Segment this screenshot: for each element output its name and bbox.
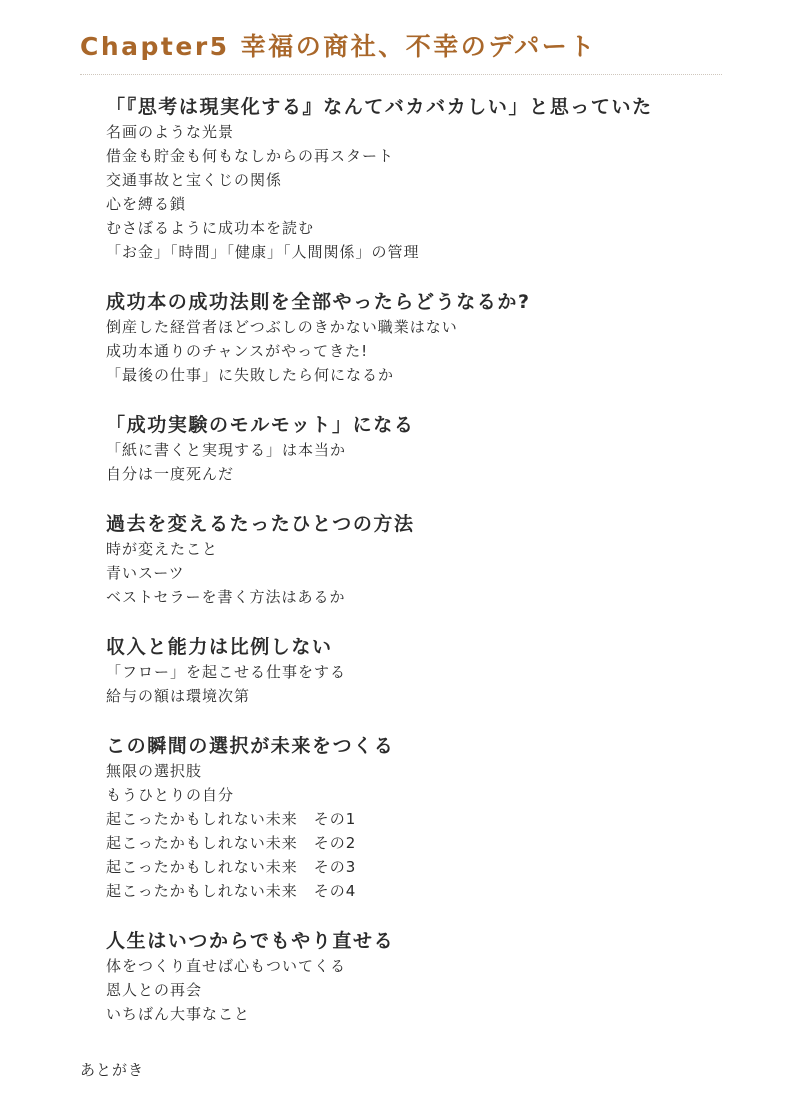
- toc-item[interactable]: 借金も貯金も何もなしからの再スタート: [106, 147, 395, 165]
- toc-item[interactable]: もうひとりの自分: [106, 786, 235, 804]
- section-heading[interactable]: 収入と能力は比例しない: [106, 636, 333, 658]
- toc-item[interactable]: 「お金」「時間」「健康」「人間関係」の管理: [106, 243, 420, 261]
- toc-section: [106, 289, 746, 387]
- toc-item[interactable]: 成功本通りのチャンスがやってきた!: [106, 342, 369, 360]
- section-heading[interactable]: 過去を変えるたったひとつの方法: [106, 513, 415, 535]
- section-heading[interactable]: 「成功実験のモルモット」になる: [106, 414, 415, 436]
- toc-item[interactable]: 「最後の仕事」に失敗したら何になるか: [106, 366, 395, 384]
- section-item-list: [106, 759, 746, 903]
- toc-item[interactable]: 倒産した経営者ほどつぶしのきかない職業はない: [106, 318, 458, 336]
- section-heading[interactable]: 成功本の成功法則を全部やったらどうなるか?: [106, 291, 531, 313]
- section-item-list: [106, 660, 746, 708]
- section-item-list: [106, 315, 746, 387]
- toc-item[interactable]: 時が変えたこと: [106, 540, 219, 558]
- afterword-entry[interactable]: あとがき: [80, 1061, 145, 1079]
- toc-item[interactable]: 体をつくり直せば心もついてくる: [106, 957, 347, 975]
- toc-section: [106, 94, 746, 264]
- toc-item[interactable]: 起こったかもしれない未来 その3: [106, 858, 357, 876]
- toc-item[interactable]: 交通事故と宝くじの関係: [106, 171, 283, 189]
- toc-item[interactable]: 恩人との再会: [106, 981, 203, 999]
- toc-item[interactable]: 心を縛る鎖: [106, 195, 187, 213]
- section-heading[interactable]: 人生はいつからでもやり直せる: [106, 930, 395, 952]
- toc-item[interactable]: 自分は一度死んだ: [106, 465, 235, 483]
- toc-item[interactable]: 「フロー」を起こせる仕事をする: [106, 663, 347, 681]
- toc-item[interactable]: 名画のような光景: [106, 123, 235, 141]
- toc-item[interactable]: 青いスーツ: [106, 564, 185, 582]
- section-item-list: [106, 120, 746, 264]
- table-of-contents: [106, 94, 746, 1051]
- toc-item[interactable]: 無限の選択肢: [106, 762, 203, 780]
- section-item-list: [106, 537, 746, 609]
- toc-item[interactable]: むさぼるように成功本を読む: [106, 219, 315, 237]
- toc-section: [106, 412, 746, 486]
- toc-item[interactable]: いちばん大事なこと: [106, 1005, 251, 1023]
- toc-item[interactable]: 起こったかもしれない未来 その2: [106, 834, 357, 852]
- section-item-list: [106, 438, 746, 486]
- toc-item[interactable]: 給与の額は環境次第: [106, 687, 251, 705]
- section-heading[interactable]: この瞬間の選択が未来をつくる: [106, 735, 395, 757]
- chapter-header: [80, 30, 722, 75]
- section-item-list: [106, 954, 746, 1026]
- toc-section: [106, 733, 746, 903]
- chapter-title: Chapter5 幸福の商社、不幸のデパート: [80, 32, 597, 61]
- toc-item[interactable]: 「紙に書くと実現する」は本当か: [106, 441, 347, 459]
- toc-section: [106, 928, 746, 1026]
- toc-item[interactable]: 起こったかもしれない未来 その4: [106, 882, 357, 900]
- toc-item[interactable]: ベストセラーを書く方法はあるか: [106, 588, 346, 606]
- toc-section: [106, 511, 746, 609]
- toc-section: [106, 634, 746, 708]
- toc-item[interactable]: 起こったかもしれない未来 その1: [106, 810, 357, 828]
- section-heading[interactable]: 「『思考は現実化する』なんてバカバカしい」と思っていた: [106, 96, 653, 118]
